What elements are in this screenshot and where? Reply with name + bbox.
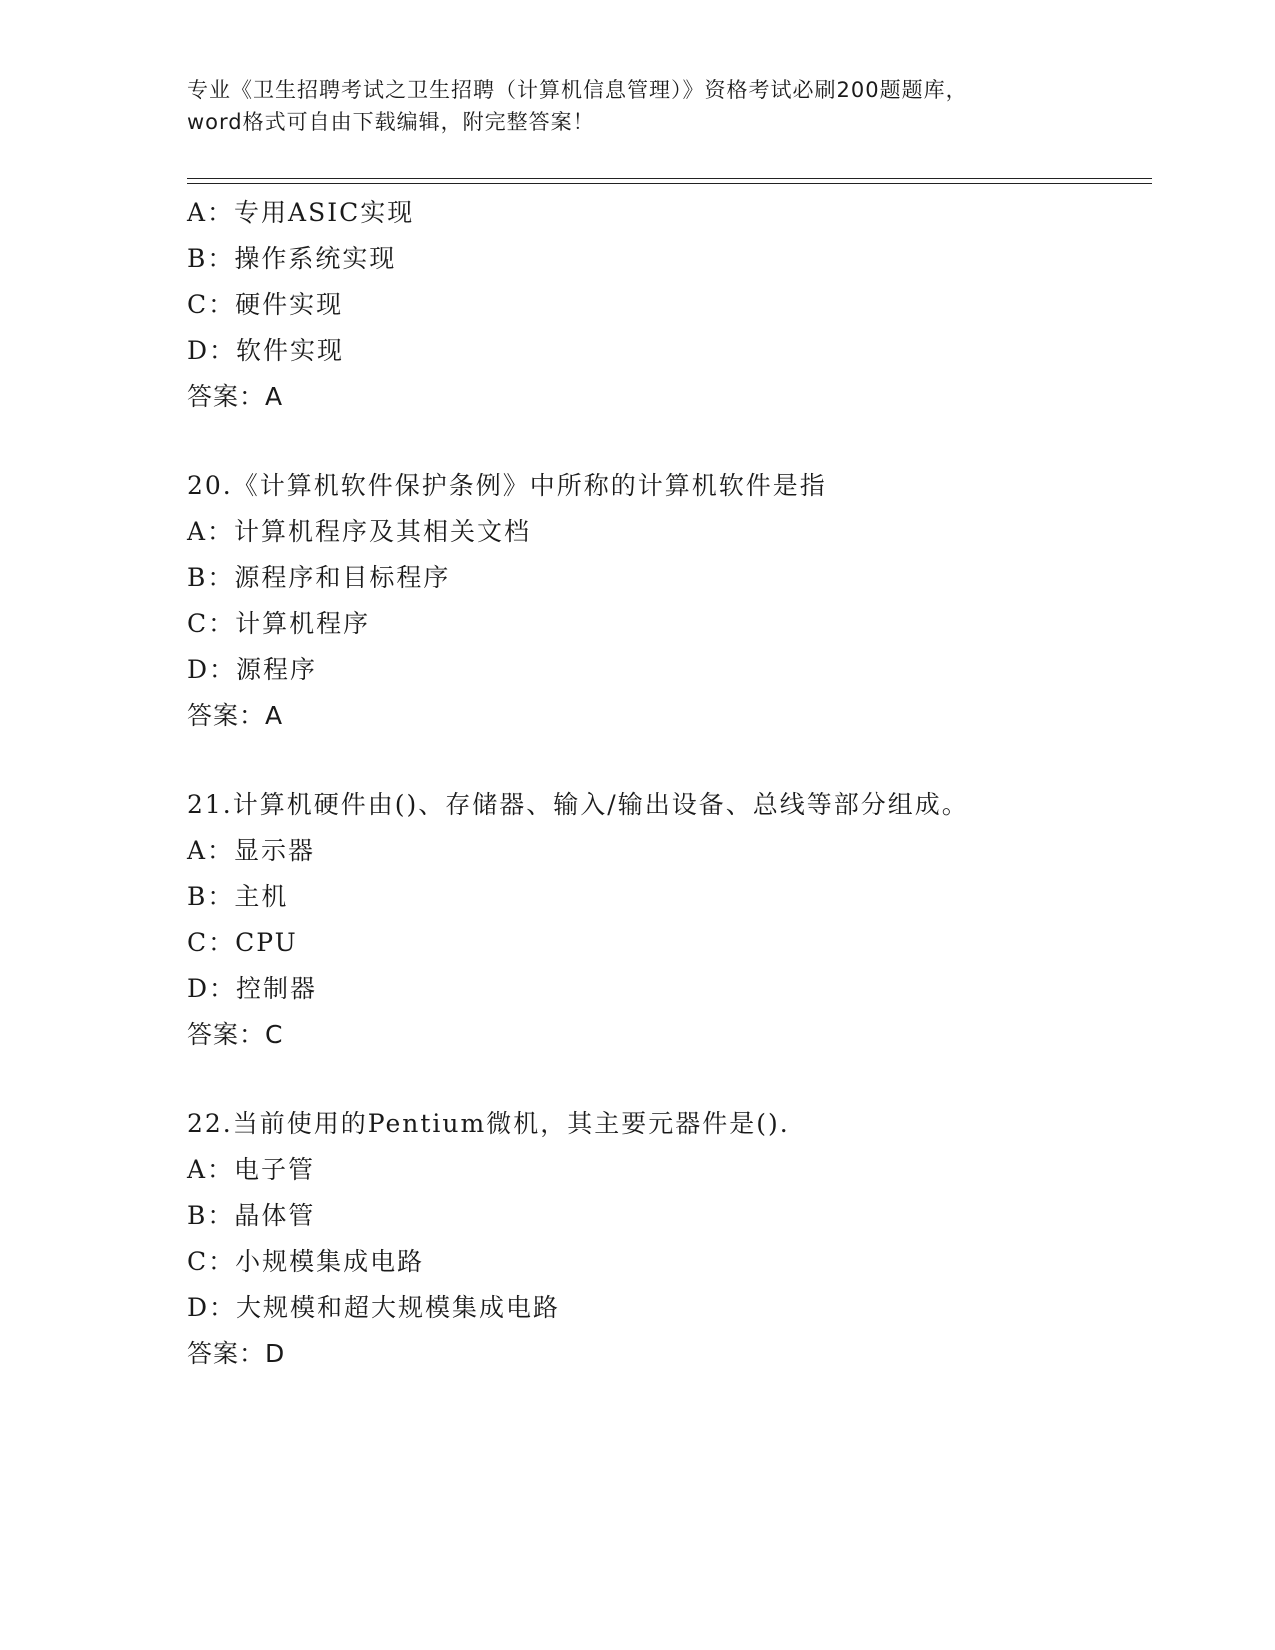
answer-line: 答案：D: [187, 1339, 286, 1368]
option-b: B：主机: [187, 882, 289, 911]
option-a: A：显示器: [187, 836, 316, 865]
option-b: B：晶体管: [187, 1201, 316, 1230]
option-c: C：CPU: [187, 928, 298, 957]
option-c: C：硬件实现: [187, 290, 344, 319]
question-block-22: [187, 1101, 1147, 1377]
option-a: A：计算机程序及其相关文档: [187, 517, 532, 546]
answer-line: 答案：C: [187, 1020, 284, 1049]
option-b: B：操作系统实现: [187, 244, 397, 273]
header-line-1: 专业《卫生招聘考试之卫生招聘（计算机信息管理）》资格考试必刷200题题库，: [187, 78, 968, 102]
question-list: [187, 190, 1147, 1377]
option-d: D：大规模和超大规模集成电路: [187, 1293, 561, 1322]
option-d: D：控制器: [187, 974, 318, 1003]
option-c: C：小规模集成电路: [187, 1247, 425, 1276]
answer-line: 答案：A: [187, 701, 284, 730]
question-stem: 20.《计算机软件保护条例》中所称的计算机软件是指: [187, 471, 827, 500]
header-line-2: word格式可自由下载编辑，附完整答案！: [187, 110, 595, 134]
question-stem: 22.当前使用的Pentium微机，其主要元器件是().: [187, 1109, 790, 1138]
option-a: A：电子管: [187, 1155, 316, 1184]
header-divider-top: [187, 178, 1152, 179]
header-divider-bottom: [187, 183, 1152, 184]
document-header: [187, 74, 1107, 138]
option-c: C：计算机程序: [187, 609, 371, 638]
answer-line: 答案：A: [187, 382, 284, 411]
option-b: B：源程序和目标程序: [187, 563, 451, 592]
question-stem: 21.计算机硬件由()、存储器、输入/输出设备、总线等部分组成。: [187, 790, 969, 819]
question-block-21: [187, 782, 1147, 1058]
option-d: D：源程序: [187, 655, 318, 684]
question-block-continued: [187, 190, 1147, 420]
option-a: A：专用ASIC实现: [187, 198, 415, 227]
question-block-20: [187, 463, 1147, 739]
option-d: D：软件实现: [187, 336, 345, 365]
